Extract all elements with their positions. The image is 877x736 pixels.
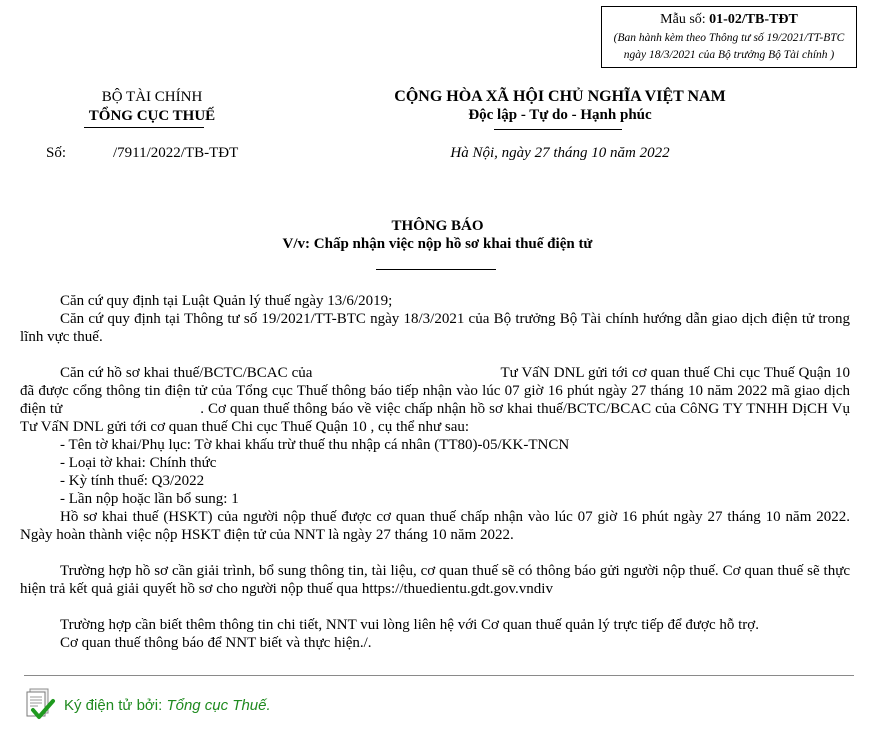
title-underline <box>376 269 496 270</box>
document-number-label: Số: <box>46 145 67 161</box>
national-motto: Độc lập - Tự do - Hạnh phúc <box>468 107 652 123</box>
form-code-label: Mẫu số: <box>660 12 706 27</box>
ministry-name: BỘ TÀI CHÍNH <box>101 89 203 105</box>
nation-name: CỘNG HÒA XÃ HỘI CHỦ NGHĨA VIỆT NAM <box>394 88 726 105</box>
motto-underline <box>494 129 622 130</box>
form-note <box>602 30 856 64</box>
receipt-text-c: . Cơ quan thuế thông báo về việc chấp nhận hồ sơ khai thuế/BCTC/BCAC của CôNG TY TNHH DịCH Vụ Tư VấN DNL gửi tới cơ quan thuế Chi cục Thuế Quận 10 , cụ thể như sau: <box>20 401 850 435</box>
signature-text <box>64 697 271 714</box>
signed-document-icon <box>24 688 56 722</box>
receipt-text-b: Tư VấN DNL gửi tới cơ quan thuế Chi cục Thuế Quận 10 đã được cổng thông tin điện tử của Tổng cục Thuế thông báo tiếp nhận vào lúc 07 giờ 16 phút ngày 27 tháng 10 năm 2022 mã giao dịch điện tử <box>20 365 850 417</box>
basis-paragraph-1: Căn cứ quy định tại Luật Quản lý thuế ngày 13/6/2019; <box>60 293 393 309</box>
issuer-underline <box>84 127 204 128</box>
form-code <box>602 12 856 28</box>
detail-item-submission-count: - Lần nộp hoặc lần bổ sung: 1 <box>60 491 239 507</box>
contact-paragraph: Trường hợp cần biết thêm thông tin chi tiết, NNT vui lòng liên hệ với Cơ quan thuế quản lý trực tiếp để được hỗ trợ. <box>60 617 759 633</box>
closing-paragraph: Cơ quan thuế thông báo để NNT biết và thực hiện./. <box>60 635 372 651</box>
signature-label: Ký điện tử bởi: <box>64 696 163 714</box>
form-code-value: 01-02/TB-TĐT <box>709 12 798 27</box>
document-number <box>46 145 66 162</box>
notice-body <box>20 292 850 652</box>
form-note-line2: ngày 18/3/2021 của Bộ trưởng Bộ Tài chính ) <box>623 49 835 61</box>
department-name: TỔNG CỤC THUẾ <box>88 108 216 124</box>
footer-divider <box>24 675 854 676</box>
supplement-paragraph: Trường hợp hồ sơ cần giải trình, bổ sung thông tin, tài liệu, cơ quan thuế sẽ có thông báo gửi người nộp thuế. Cơ quan thuế sẽ thực hiện trả kết quả giải quyết hồ sơ cho người nộp thuế qua https://thuedientu.gdt.gov.vndiv <box>20 563 850 597</box>
detail-item-form-type: - Loại tờ khai: Chính thức <box>60 455 217 471</box>
document-number-value: /7911/2022/TB-TĐT <box>113 145 239 161</box>
issuer-block <box>62 88 242 126</box>
place-date: Hà Nội, ngày 27 tháng 10 năm 2022 <box>450 145 670 161</box>
notice-subject: V/v: Chấp nhận việc nộp hồ sơ khai thuế điện tử <box>282 236 593 252</box>
receipt-paragraph <box>20 364 850 436</box>
receipt-text-a: Căn cứ hồ sơ khai thuế/BCTC/BCAC của <box>60 365 313 381</box>
form-code-box <box>601 6 857 68</box>
detail-item-tax-period: - Kỳ tính thuế: Q3/2022 <box>60 473 205 489</box>
signature-signer: Tổng cục Thuế. <box>166 696 271 714</box>
notice-title: THÔNG BÁO <box>391 218 484 234</box>
basis-paragraph-2: Căn cứ quy định tại Thông tư số 19/2021/TT-BTC ngày 18/3/2021 của Bộ trưởng Bộ Tài chính hướng dẫn giao dịch điện tử trong lĩnh vực thuế. <box>20 311 850 345</box>
acceptance-paragraph: Hồ sơ khai thuế (HSKT) của người nộp thuế được cơ quan thuế chấp nhận vào lúc 07 giờ 16 phút ngày 27 tháng 10 năm 2022. Ngày hoàn thành việc nộp HSKT điện tử của NNT là ngày 27 tháng 10 năm 2022. <box>20 509 850 543</box>
form-note-line1: (Ban hành kèm theo Thông tư số 19/2021/TT-BTC <box>613 32 845 44</box>
digital-signature <box>24 688 271 722</box>
detail-item-form-name: - Tên tờ khai/Phụ lục: Tờ khai khấu trừ thuế thu nhập cá nhân (TT80)-05/KK-TNCN <box>60 437 570 453</box>
